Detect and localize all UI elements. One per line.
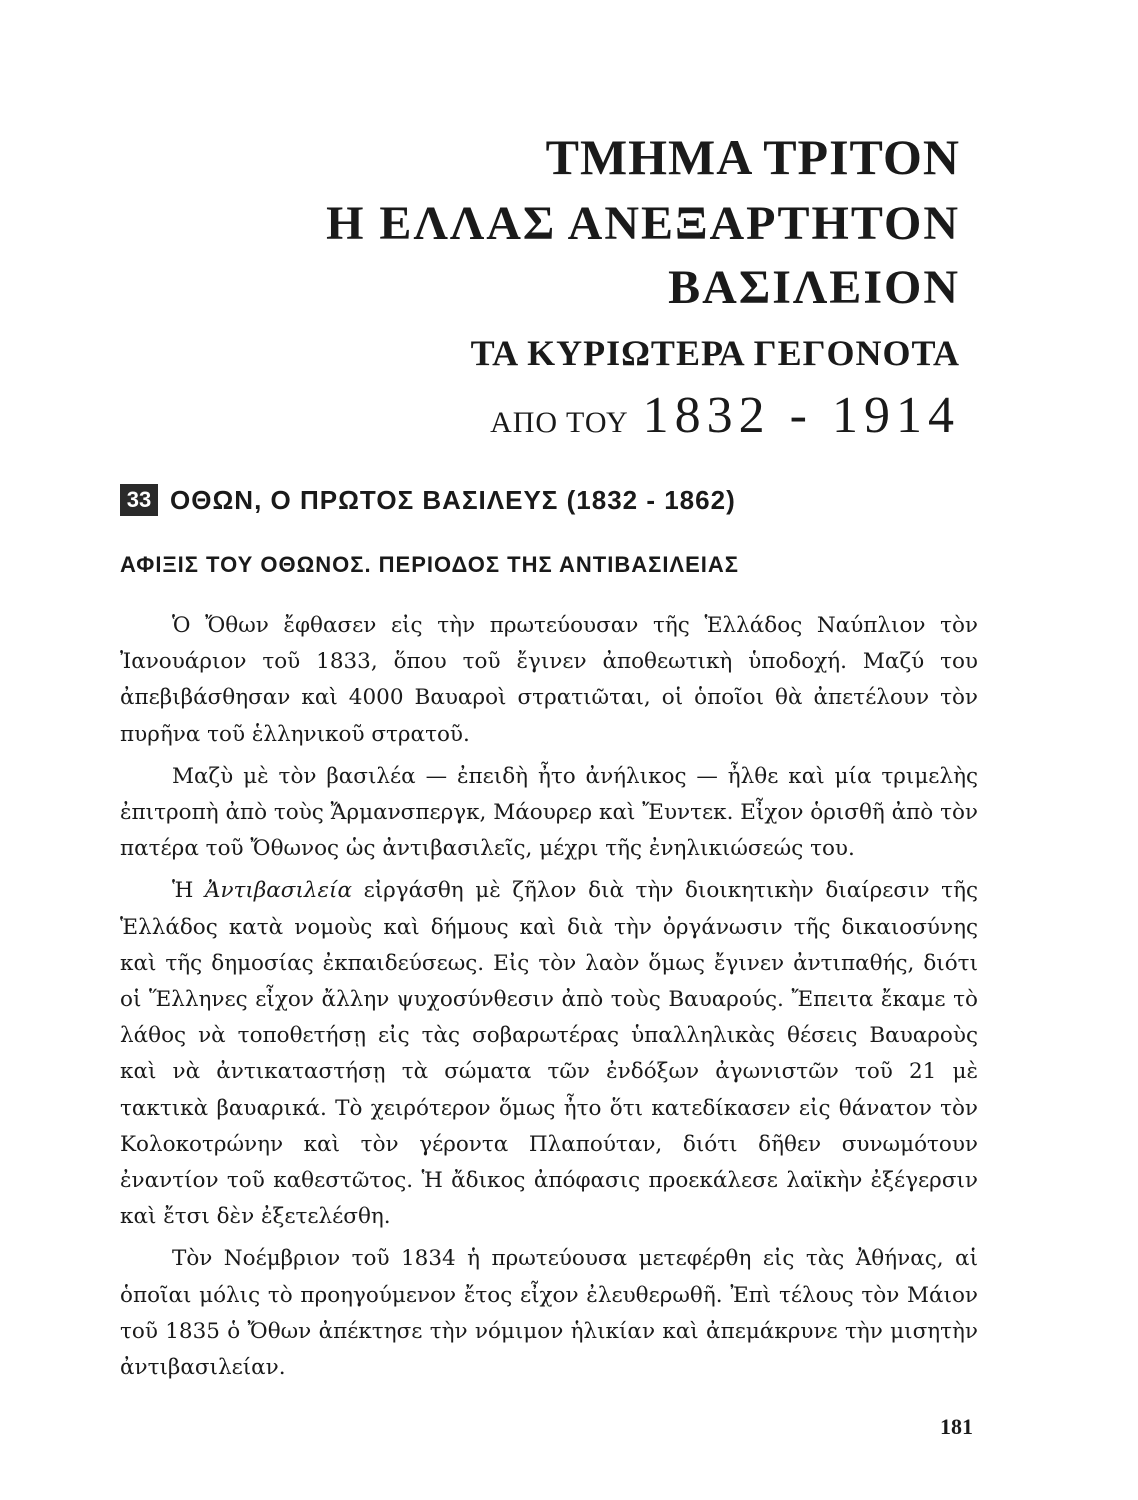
section-heading: ΑΦΙΞΙΣ ΤΟΥ ΟΘΩΝΟΣ. ΠΕΡΙΟΔΟΣ ΤΗΣ ΑΝΤΙΒΑΣΙΛΕΙΑΣ (120, 552, 739, 577)
subtitle: ΤΑ ΚΥΡΙΩΤΕΡΑ ΓΕΓΟΝΟΤΑ (470, 333, 960, 373)
body-text (120, 608, 978, 1392)
main-title-line2: ΒΑΣΙΛΕΙΟΝ (668, 261, 960, 314)
paragraph-3-rest: εἰργάσθη μὲ ζῆλον διὰ τὴν διοικητικὴν διαίρεσιν τῆς Ἑλλάδος κατὰ νομοὺς καὶ δήμους καὶ διὰ τὴν ὀργάνωσιν τῆς δικαιοσύνης καὶ τῆς δημοσίας ἐκπαιδεύσεως. Εἰς τὸν λαὸν ὅμως ἔγινεν ἀντιπαθής, διότι οἱ Ἕλληνες εἶχον ἄλλην ψυχοσύνθεσιν ἀπὸ τοὺς Βαυαρούς. Ἔπειτα ἔκαμε τὸ λάθος νὰ τοποθετήσῃ εἰς τὰς σοβαρωτέρας ὑπαλληλικὰς θέσεις Βαυαροὺς καὶ νὰ ἀντικαταστήσῃ τὰ σώματα τῶν ἐνδόξων ἀγωνιστῶν τοῦ 21 μὲ τακτικὰ βαυαρικά. Τὸ χειρότερον ὅμως ἦτο ὅτι κατεδίκασεν εἰς θάνατον τὸν Κολοκοτρώνην καὶ τὸν γέροντα Πλαπούταν, διότι δῆθεν συνωμότουν ἐναντίον τοῦ καθεστῶτος. Ἡ ἄδικος ἀπόφασις προεκάλεσε λαϊκὴν ἐξέγερσιν καὶ ἔτσι δὲν ἐξετελέσθη. (120, 878, 978, 1230)
part-title-block (326, 128, 960, 454)
years-line (326, 387, 960, 454)
chapter-title: ΟΘΩΝ, Ο ΠΡΩΤΟΣ ΒΑΣΙΛΕΥΣ (1832 - 1862) (170, 484, 736, 515)
paragraph-3-italic-term: Ἀντιβασιλεία (204, 878, 353, 904)
chapter-heading (120, 484, 1000, 516)
years-value: 1832 - 1914 (642, 387, 960, 444)
paragraph-3-lead: Ἡ (172, 878, 205, 904)
paragraph-3 (120, 873, 978, 1235)
paragraph-2: Μαζὺ μὲ τὸν βασιλέα — ἐπειδὴ ἦτο ἀνήλικος — ἦλθε καὶ μία τριμελὴς ἐπιτροπὴ ἀπὸ τοὺς Ἄρμανσπεργκ, Μάουρερ καὶ Ἔυντεκ. Εἶχον ὁρισθῆ ἀπὸ τὸν πατέρα τοῦ Ὄθωνος ὡς ἀντιβασιλεῖς, μέχρι τῆς ἐνηλικιώσεώς του. (120, 763, 978, 862)
part-title: ΤΜΗΜΑ ΤΡΙΤΟΝ (545, 129, 960, 185)
main-title-line1: Η ΕΛΛΑΣ ΑΝΕΞΑΡΤΗΤΟΝ (326, 197, 960, 250)
chapter-number-badge: 33 (120, 484, 158, 516)
paragraph-1: Ὁ Ὄθων ἔφθασεν εἰς τὴν πρωτεύουσαν τῆς Ἑλλάδος Ναύπλιον τὸν Ἰανουάριον τοῦ 1833, ὅπου τοῦ ἔγινεν ἀποθεωτικὴ ὑποδοχή. Μαζύ του ἀπεβιβάσθησαν καὶ 4000 Βαυαροὶ στρατιῶται, οἱ ὁποῖοι θὰ ἀπετέλουν τὸν πυρῆνα τοῦ ἑλληνικοῦ στρατοῦ. (120, 613, 978, 747)
page-number: 181 (940, 1414, 973, 1439)
years-prefix: ΑΠΟ ΤΟΥ (490, 406, 629, 439)
paragraph-4: Τὸν Νοέμβριον τοῦ 1834 ἡ πρωτεύουσα μετεφέρθη εἰς τὰς Ἀθήνας, αἱ ὁποῖαι μόλις τὸ προηγούμενον ἔτος εἶχον ἐλευθερωθῆ. Ἐπὶ τέλους τὸν Μάιον τοῦ 1835 ὁ Ὄθων ἀπέκτησε τὴν νόμιμον ἡλικίαν καὶ ἀπεμάκρυνε τὴν μισητὴν ἀντιβασιλείαν. (120, 1246, 978, 1381)
